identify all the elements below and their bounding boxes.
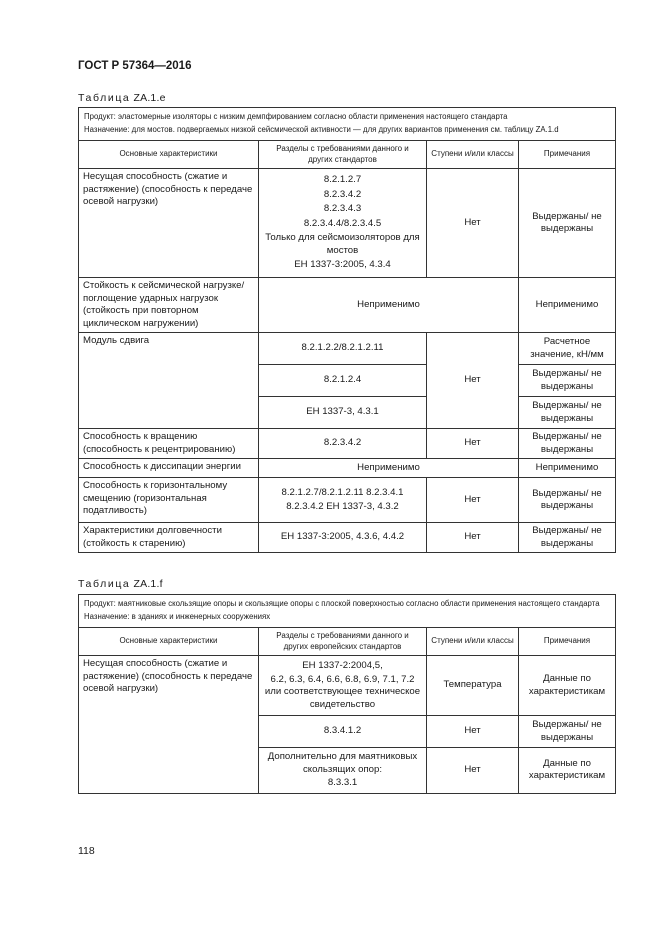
table-cell-classes: Нет (427, 748, 519, 794)
table-cell-notes: Расчетное значение, кН/мм (519, 333, 616, 365)
table-f-col-classes: Ступени и/или классы (427, 628, 519, 656)
table-cell-merged: Неприменимо (259, 278, 519, 333)
table-cell-notes: Выдержаны/ не выдержаны (519, 716, 616, 748)
table-cell-characteristic: Способность к диссипации энергии (79, 459, 259, 478)
table-row (79, 333, 616, 365)
table-f-caption-id: ZA.1.f (133, 578, 163, 590)
table-e (78, 107, 615, 553)
table-e-col-classes: Ступени и/или классы (427, 141, 519, 169)
table-cell-characteristic: Несущая способность (сжатие и растяжение) (способность к передаче осевой нагрузки) (79, 169, 259, 278)
table-row (79, 429, 616, 459)
page-number: 118 (78, 845, 95, 857)
table-f-caption (78, 578, 163, 590)
table-e-caption-prefix: Таблица (78, 92, 131, 104)
table-f-meta (79, 595, 616, 628)
section-ref: 6.2, 6.3, 6.4, 6.6, 6.8, 6.9, 7.1, 7.2 или соответствующее техническое свидетельство (264, 673, 421, 710)
table-e-meta (79, 108, 616, 141)
section-ref: Дополнительно для маятниковых скользящих опор: (267, 751, 418, 775)
table-cell-merged: Неприменимо (259, 459, 519, 478)
section-ref: 8.2.3.4.4/8.2.3.4.5 (303, 217, 382, 229)
table-cell-notes: Выдержаны/ не выдержаны (519, 365, 616, 397)
table-cell-characteristic: Способность к вращению (способность к рецентрированию) (79, 429, 259, 459)
table-cell-sections (259, 169, 427, 278)
table-cell-characteristic: Характеристики долговечности (стойкость к старению) (79, 523, 259, 553)
table-row (79, 459, 616, 478)
table-cell-sections (259, 748, 427, 794)
table-row (79, 656, 616, 716)
table-cell-characteristic: Несущая способность (сжатие и растяжение) (способность к передаче осевой нагрузки) (79, 656, 259, 794)
table-e-product: Продукт: эластомерные изоляторы с низким демпфированием согласно области применения настоящего стандарта (84, 112, 508, 121)
table-e-col-sections: Разделы с требованиями данного и других стандартов (259, 141, 427, 169)
table-cell-notes: Выдержаны/ не выдержаны (519, 478, 616, 523)
table-f-purpose: Назначение: в зданиях и инженерных сооружениях (84, 612, 271, 621)
table-e-col-notes: Примечания (519, 141, 616, 169)
table-f-product: Продукт: маятниковые скользящие опоры и скользящие опоры с плоской поверхностью согласно области применения настоящего стандарта (84, 599, 600, 608)
table-f (78, 594, 615, 794)
section-ref: ЕН 1337-2:2004,5, (302, 660, 383, 671)
table-cell-classes: Нет (427, 169, 519, 278)
table-cell-characteristic: Модуль сдвига (79, 333, 259, 429)
table-row (79, 278, 616, 333)
table-e-caption (78, 92, 166, 104)
section-ref: 8.3.3.1 (327, 777, 358, 788)
table-cell-notes: Выдержаны/ не выдержаны (519, 397, 616, 429)
table-cell-section: 8.2.1.2.4 (259, 365, 427, 397)
section-ref: Только для сейсмоизоляторов для мостов (265, 232, 420, 256)
table-cell-notes: Выдержаны/ не выдержаны (519, 169, 616, 278)
section-ref: 8.2.3.4.2 (323, 188, 362, 200)
table-cell-section: ЕН 1337-3, 4.3.1 (259, 397, 427, 429)
table-f-col-characteristics: Основные характеристики (79, 628, 259, 656)
table-f-col-sections: Разделы с требованиями данного и других европейских стандартов (259, 628, 427, 656)
table-e-purpose: Назначение: для мостов. подвергаемых низкой сейсмической активности — для других вариантов применения см. таблицу ZA.1.d (84, 125, 559, 134)
table-row (79, 523, 616, 553)
table-cell-section: ЕН 1337-3:2005, 4.3.6, 4.4.2 (259, 523, 427, 553)
table-cell-notes: Данные по характеристикам (519, 748, 616, 794)
table-cell-characteristic: Стойкость к сейсмической нагрузке/ поглощение ударных нагрузок (стойкость при повторном циклическом нагружении) (79, 278, 259, 333)
table-cell-classes: Нет (427, 478, 519, 523)
table-cell-characteristic: Способность к горизонтальному смещению (горизонтальная податливость) (79, 478, 259, 523)
table-cell-notes: Данные по характеристикам (519, 656, 616, 716)
table-e-caption-id: ZA.1.e (133, 92, 166, 104)
table-cell-section: 8.3.4.1.2 (259, 716, 427, 748)
table-cell-sections (259, 478, 427, 523)
section-ref: 8.2.3.4.3 (323, 203, 362, 215)
table-row (79, 169, 616, 278)
table-cell-notes: Выдержаны/ не выдержаны (519, 523, 616, 553)
section-ref: ЕН 1337-3:2005, 4.3.4 (294, 259, 391, 271)
table-cell-notes: Неприменимо (519, 278, 616, 333)
table-cell-classes: Температура (427, 656, 519, 716)
table-cell-notes: Выдержаны/ не выдержаны (519, 429, 616, 459)
table-f-col-notes: Примечания (519, 628, 616, 656)
table-cell-section: 8.2.3.4.2 (259, 429, 427, 459)
table-row (79, 478, 616, 523)
table-cell-section: 8.2.1.2.2/8.2.1.2.11 (259, 333, 427, 365)
document-header: ГОСТ Р 57364—2016 (78, 60, 192, 72)
table-f-caption-prefix: Таблица (78, 578, 131, 590)
table-cell-classes: Нет (427, 523, 519, 553)
table-cell-classes: Нет (427, 429, 519, 459)
table-e-col-characteristics: Основные характеристики (79, 141, 259, 169)
section-ref: 8.2.3.4.2 ЕН 1337-3, 4.3.2 (286, 500, 399, 512)
table-cell-notes: Неприменимо (519, 459, 616, 478)
section-ref: 8.2.1.2.7/8.2.1.2.11 8.2.3.4.1 (281, 487, 404, 498)
table-cell-sections (259, 656, 427, 716)
table-cell-classes: Нет (427, 333, 519, 429)
table-cell-classes: Нет (427, 716, 519, 748)
section-ref: 8.2.1.2.7 (323, 174, 362, 186)
